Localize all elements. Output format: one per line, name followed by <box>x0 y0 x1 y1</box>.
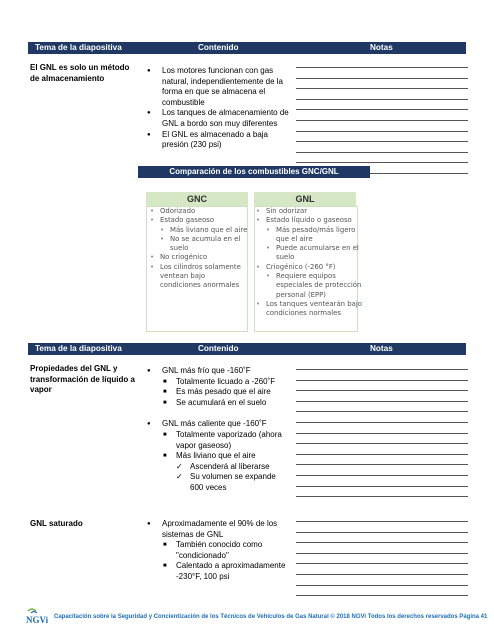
row-topic: El GNL es solo un método de almacenamiento <box>30 63 130 83</box>
gnl-item: • Criogénico (-260 °F) <box>256 263 362 272</box>
check-item: ✓ Ascenderá al liberarse <box>176 462 289 473</box>
bullet: Aproximadamente el 90% de los sistemas de GNL <box>162 519 278 539</box>
gnc-item: • Odorizado <box>150 207 248 216</box>
header-topic: Tema de la diapositiva <box>35 43 122 52</box>
gnl-item: • Requiere equipos especiales de protección personal (EPP) <box>256 272 362 300</box>
sub-bullet: ■ Totalmente vaporizado (ahora vapor gaseoso) <box>162 430 289 451</box>
footer-text: Capacitación sobre la Seguridad y Concientización de los Técnicos de Vehículos de Gas Natural © 2018 NGVi Todos los derechos reservados Página 41 <box>54 614 488 620</box>
gnc-title: GNC <box>146 192 248 206</box>
check-item: ✓ Su volumen se expande 600 veces <box>176 472 289 493</box>
bullet: GNL más frío que -160˚F <box>162 366 251 375</box>
gnl-item: • Más pesado/más ligero que el aire <box>256 226 362 245</box>
sub-bullet: ■ Es más pesado que el aire <box>162 387 289 398</box>
gnc-item: • Estado gaseoso <box>150 216 248 225</box>
header-topic: Tema de la diapositiva <box>35 344 122 353</box>
sub-bullet: ■ Se acumulará en el suelo <box>162 398 289 409</box>
header-notes: Notas <box>370 43 393 52</box>
row-topic: Propiedades del GNL y transformación de líquido a vapor <box>30 364 135 394</box>
bullet: ● Los motores funcionan con gas natural, independientemente de la forma en que se almacena el combustible <box>147 66 289 108</box>
row-topic: GNL saturado <box>30 519 83 528</box>
footer-logo: NGVi <box>26 615 49 625</box>
gnl-item: • Los tanques ventearán bajo condiciones normales <box>256 300 362 319</box>
table-header <box>28 343 466 355</box>
row-content <box>147 366 289 494</box>
gnl-item: • Estado líquido o gaseoso <box>256 216 362 225</box>
gnc-list <box>150 207 248 291</box>
row-content <box>147 66 289 151</box>
sub-bullet: ■ También conocido como "condicionado" <box>162 540 289 561</box>
bullet: GNL más caliente que -160˚F <box>162 419 267 429</box>
gnl-list <box>256 207 362 319</box>
sub-bullet: ■ Calentado a aproximadamente -230°F, 100 psi <box>162 561 289 582</box>
header-content: Contenido <box>198 344 239 353</box>
row-content <box>147 519 289 583</box>
gnc-item: • Más liviano que el aire <box>150 226 248 235</box>
notes-lines <box>296 369 468 507</box>
gnl-title: GNL <box>254 192 356 206</box>
gnl-item: • Puede acumularse en el suelo <box>256 244 362 263</box>
notes-lines <box>296 521 468 606</box>
table-header <box>28 42 466 54</box>
gnc-item: • No se acumula en el suelo <box>150 235 248 254</box>
gnc-item: • Los cilindros solamente ventean bajo condiciones anormales <box>150 263 248 291</box>
header-notes: Notas <box>370 344 393 353</box>
gnc-item: • No criogénico <box>150 253 248 262</box>
sub-bullet: Más liviano que el aire <box>176 451 256 461</box>
gnl-item: • Sin odorizar <box>256 207 362 216</box>
bullet: ● Los tanques de almacenamiento de GNL a bordo son muy diferentes <box>147 108 289 129</box>
header-content: Contenido <box>198 43 239 52</box>
bullet: ● El GNL es almacenado a baja presión (230 psi) <box>147 130 289 151</box>
comparison-caption: Comparación de los combustibles GNC/GNL <box>138 166 370 178</box>
sub-bullet: ■ Totalmente licuado a -260˚F <box>162 377 289 388</box>
